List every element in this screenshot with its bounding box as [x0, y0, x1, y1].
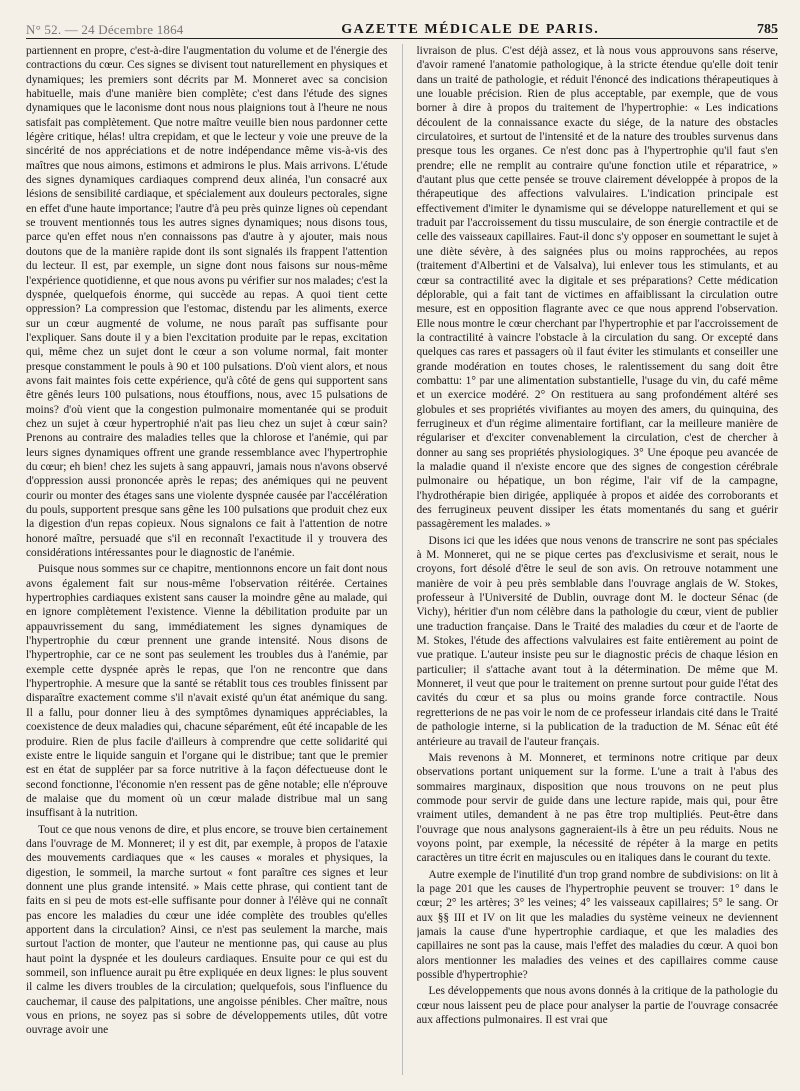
- paragraph: Autre exemple de l'inutilité d'un trop grand nombre de subdivisions: on lit à la page 201 que les causes de l'hypertrophie peuvent se trouver: 1° dans le cœur; 2° les artères; 3° les veines; 4° les vaisseaux capillaires; 5° le sang. Or aux §§ III et IV on lit que les maladies du système veineux ne deviennent jamais la cause d'une hypertrophie cardiaque, et que les maladies des capillaires ne sont pas la cause, mais l'effet des maladies du cœur. A quoi bon alors mentionner les maladies des veines et des capillaires comme cause possible d'hypertrophie?: [416, 868, 778, 981]
- paragraph: Puisque nous sommes sur ce chapitre, mentionnons encore un fait dont nous avons également fait sur nous-même l'observation réitérée. Certaines hypertrophies cardiaques existent sans causer la moindre gêne au malade, qui en ignore complètement l'existence. Vienne la débilitation produite par un appauvrissement du sang, immédiatement les signes dynamiques de l'hypertrophie du cœur prennent une grande intensité. Nous disons de l'hypertrophie, car ce ne sont pas seulement les troubles dus à l'anémie, par exemple cette dyspnée après le repas, que l'on ne rencontre que dans l'hypertrophie. A mesure que la santé se rétablit tous ces troubles finissent par disparaître exactement comme s'il n'avait existé qu'un état anémique du sang. Il a fallu, pour donner lieu à des symptômes dynamiques appréciables, la coexistence de deux maladies qui, chacune séparément, eût été incapable de les produire. Rien de plus facile d'ailleurs à comprendre que cette solidarité qui existe entre le liquide sanguin et l'organe qui le distribue; tant que le premier est en état de suppléer par sa force nutritive à la façon défectueuse dont le second fonctionne, l'économie n'en ressent pas de gêne notable; elle n'éprouve de malaise que du moment où un cœur malade distribue mal un sang insuffisant à la nutrition.: [26, 563, 388, 820]
- column-divider: [402, 44, 403, 1075]
- column-left: [26, 44, 388, 1075]
- paragraph: Mais revenons à M. Monneret, et terminons notre critique par deux observations portant uniquement sur la forme. L'une a trait à l'abus des sommaires marginaux, disposition que nous trouvons on ne peut plus commode pour servir de guide dans une lecture rapide, mais qui, pour être vraiment utiles, demandent à ne pas être trop multipliés. Peut-être dans l'ouvrage que nous analysons gagneraient-ils à être un peu réduits. Nous ne voyons point, par exemple, la nécessité de répéter à la marge en petits caractères un titre écrit en majuscules ou en italiques dans le courant du texte.: [416, 751, 778, 865]
- issue-date: N° 52. — 24 Décembre 1864: [26, 22, 184, 37]
- paragraph: livraison de plus. C'est déjà assez, et là nous vous approuvons sans réserve, d'avoir ramené l'anatomie pathologique, à la stricte étendue qu'elle doit tenir dans un traité de pathologie, et réduit l'énoncé des indications thérapeutiques à une louable précision. Rien de plus acceptable, par exemple, que de vous borner à dire à propos du traitement de l'hypertrophie: « Les indications découlent de la connaissance exacte du siége, de la nature des obstacles circulatoires, et surtout de l'intensité et de la nature des troubles survenus dans presque tous les organes. Ce n'est donc pas à l'hypertrophie qu'il faut s'en prendre; elle ne remplit au contraire qu'une fonction utile et réparatrice, » d'autant plus que cette pensée se trouve clairement développée à propos de la thérapeutique des affections valvulaires. L'indication principale est effectivement d'imiter le dynamisme qui se développe naturellement et qui se traduit par l'accroissement du tissu musculaire, de son énergie contractile et de celle des vaisseaux capillaires. Faut-il donc s'y opposer en soumettant le sujet à une diète sévère, à des saignées plus ou moins rapprochées, au repos (traitement d'Albertini et de Valsalva), lui enlever tous les stimulants, et au cœur sa contractilité avec la digitale et ses préparations? Cette médication déplorable, qui a fait tant de victimes en affaiblissant la circulation outre mesure, est en opposition flagrante avec ce que nous apprend l'observation. Elle nous montre le cœur cherchant par l'hypertrophie et par l'accroissement de la contractilité à vaincre l'obstacle à la circulation du sang. Or excepté dans quelques cas rares et passagers où il faut éviter les stimulants et conseiller une grande modération en toutes choses, le ralentissement du sang doit être combattu: 1° par une alimentation substantielle, l'usage du vin, du café même et un exercice modéré. 2° On restituera au sang profondément altéré ses globules et ses propriétés vivifiantes au moyen des amers, du quinquina, des ferrugineux et d'un régime alimentaire fortifiant, car la meilleure manière de régulariser et d'exciter convenablement la circulation, c'est de chercher à donner au sang ses propriétés physiologiques. 3° Une époque peu avancée de la maladie quand il n'existe encore que des signes de congestion cérébrale pulmonaire ou hépatique, un bon régime, l'air vif de la campagne, l'hydrothérapie bien dirigée, appliquée à propos et aidée des corroborants et des ferrugineux peuvent dissiper les états momentanés du sang et guérir passagèrement les malades. »: [416, 45, 778, 531]
- page-header: [26, 14, 778, 39]
- paragraph: Tout ce que nous venons de dire, et plus encore, se trouve bien certainement dans l'ouvrage de M. Monneret; il y est dit, par exemple, à propos de l'ataxie des mouvements cardiaques que « les causes « morales et physiques, la digestion, le sommeil, la marche surtout « font paraître ces signes et leur donnent une plus grande intensité. » Mais cette phrase, qui contient tant de faits en si peu de mots est-elle suffisante pour donner à l'élève qui ne connaît pas encore les maladies du cœur une idée complète des troubles qu'elles apportent dans la circulation? Ainsi, ce n'est pas seulement la marche, mais surtout l'action de monter, que l'auteur ne mentionne pas, qui cause au plus haut point la dyspnée et les douleurs cardiaques. Ensuite pour ce qui est du sommeil, son influence aurait pu être expliquée en deux lignes: le plus souvent il calme les divers troubles de la circulation; quelquefois, sous l'influence du cauchemar, il cause des palpitations, une angoisse pénibles. Cher maître, nous vous en prions, ne soyez pas si sobre de développements utiles, dût votre ouvrage avoir une: [26, 823, 388, 1037]
- article-columns: [26, 44, 778, 1075]
- page-number: 785: [757, 22, 778, 37]
- publication-title: GAZETTE MÉDICALE DE PARIS.: [341, 22, 600, 37]
- paragraph: Disons ici que les idées que nous venons de transcrire ne sont pas spéciales à M. Monneret, qui ne se pique certes pas d'exclusivisme et serait, nous le croyons, fort désolé d'être le seul de son avis. On retrouve notamment une manière de voir à peu près semblable dans l'ouvrage anglais de W. Stokes, professeur à l'Université de Dublin, ouvrage dont M. le docteur Sénac (de Vichy), héritier d'un nom célèbre dans la pathologie du cœur, vient de publier une traduction française. Dans le Traité des maladies du cœur et de l'aorte de M. Stokes, l'étude des affections valvulaires est faite entièrement au point de vue pratique. L'auteur insiste peu sur le diagnostic précis de chaque lésion en particulier; il s'attache avant tout à la détermination. De même que M. Monneret, il veut que pour le traitement on prenne surtout pour guide l'état des cavités du cœur et sa plus ou moins grande force contractile. Nous regretterions de ne pas voir le nom de ce professeur irlandais cité dans le Traité de pathologie interne, si la publication de la traduction de M. Sénac eût été antérieure au travail de l'auteur français.: [416, 534, 778, 748]
- column-right: [417, 44, 779, 1075]
- paragraph: partiennent en propre, c'est-à-dire l'augmentation du volume et de l'énergie des contractions du cœur. Ces signes se divisent tout naturellement en physiques et dynamiques; les premiers sont décrits par M. Monneret avec sa concision habituelle, mais d'une manière bien complète; c'est dans l'étude des signes dynamiques que le laconisme dont nous nous plaignions tout à l'heure ne nous satisfait pas complètement. Que notre maître veuille bien nous pardonner cette légère critique, hélas! ultra crepidam, et que le lecteur y voie une preuve de la sincérité de nos appréciations et de notre indépendance même vis-à-vis des maîtres que nous aimons, estimons et admirons le plus. Mais arrivons. L'étude des signes dynamiques cardiaques comprend deux alinéa, l'un consacré aux lésions de sensibilité cardiaque, et spécialement aux douleurs pectorales, signe en effet d'une haute importance; l'autre d'à peu près quinze lignes où cependant se trouvent mentionnés tous les autres signes dynamiques; nous disons tous, parce qu'en effet nous n'en connaissons pas d'autre à y ajouter, mais nous doutons que de la manière rapide dont ils sont signalés ils frappent l'attention du lecteur. Il est, par exemple, un signe dont nous faisons sur nous-même l'expérience quotidienne, et que nous avons pu vérifier sur nos malades; c'est la dyspnée, quelquefois énorme, qui succède au repas. A quoi tient cette oppression? La compression que l'estomac, distendu par les aliments, exerce sur un cœur augmenté de volume, ne nous paraît pas suffisante pour l'expliquer. Sans doute il y a bien l'excitation produite par le repas, excitation qui, même chez un sujet dont le cœur a son volume normal, fait monter presque constamment le pouls à 90 et 100 pulsations. D'où vient alors, et nous avons fait maintes fois cette expérience, qu'à côté de gens qui supportent sans être gênés leurs 100 pulsations, nous étouffions, nous, avec 15 pulsations de moins? d'où vient que la congestion pulmonaire momentanée qui se produit chez un sujet à cœur hypertrophié n'ait pas lieu chez un sujet à cœur sain? Prenons au contraire des maladies telles que la chlorose et l'anémie, qui par leurs signes dynamiques offrent une grande ressemblance avec l'hypertrophie du cœur; eh bien! chez les sujets à sang appauvri, jamais nous n'avons observé d'oppression aussi prononcée après le repas; des anémiques qui ne peuvent courir ou monter des étages sans une violente dyspnée causée par l'accélération du pouls, supportent presque sans gêne les 100 pulsations que produit chez eux la digestion d'un repas copieux. Nous signalons ce fait à l'attention de notre honoré maître, persuadé que s'il en reconnaît l'exactitude il y trouvera des considérations intéressantes pour le diagnostic de l'anémie.: [26, 45, 388, 560]
- paragraph: Les développements que nous avons donnés à la critique de la pathologie du cœur nous laissent peu de place pour analyser la partie de l'ouvrage consacrée aux affections pulmonaires. Il est vrai que: [416, 985, 778, 1027]
